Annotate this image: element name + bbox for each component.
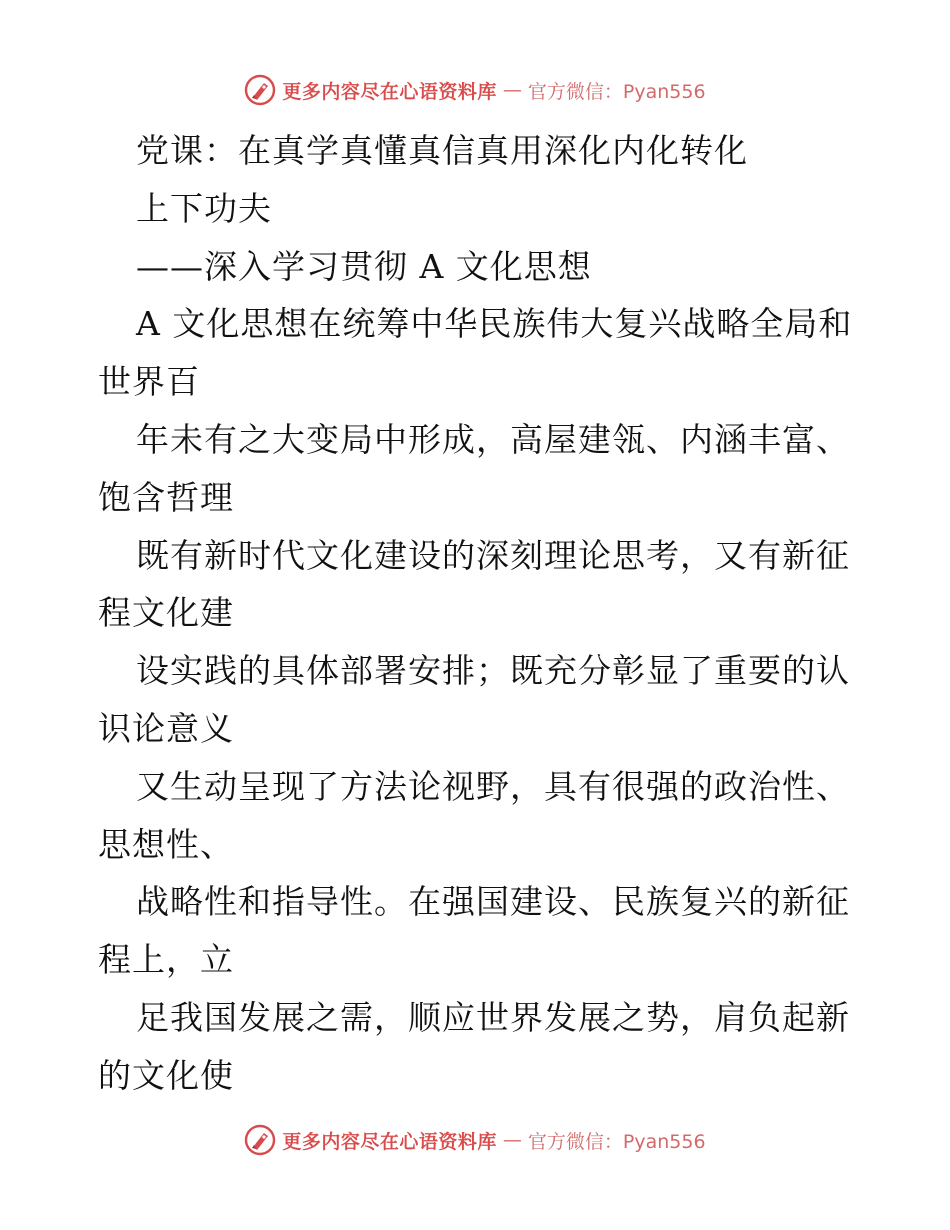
doc-title-line-1: 党课：在真学真懂真信真用深化内化转化: [136, 131, 748, 170]
doc-paragraph-line: 程上，立: [98, 940, 234, 980]
doc-paragraph-line: 足我国发展之需，顺应世界发展之势，肩负起新: [136, 997, 850, 1037]
doc-paragraph-line: 又生动呈现了方法论视野，具有很强的政治性、: [136, 766, 850, 806]
doc-paragraph-line: 设实践的具体部署安排；既充分彰显了重要的认: [136, 651, 850, 691]
pen-nib-logo-icon: [244, 1124, 276, 1156]
doc-paragraph-line: 饱含哲理: [98, 477, 234, 517]
doc-title-line-2: 上下功夫: [136, 188, 272, 228]
banner-wechat-text: 官方微信：Pyan556: [527, 80, 706, 103]
doc-paragraph-line: 世界百: [98, 362, 200, 402]
banner-brand-text: 更多内容尽在心语资料库: [282, 1130, 497, 1153]
header-watermark-banner: [0, 70, 950, 110]
doc-subtitle: ——深入学习贯彻 A 文化思想: [136, 246, 592, 286]
footer-watermark-banner: [0, 1120, 950, 1160]
doc-paragraph-line: A 文化思想在统筹中华民族伟大复兴战略全局和: [136, 304, 853, 344]
banner-dash: —: [502, 1129, 522, 1151]
doc-paragraph-line: 程文化建: [98, 593, 234, 633]
doc-paragraph-line: 既有新时代文化建设的深刻理论思考，又有新征: [136, 535, 850, 575]
doc-paragraph-line: 战略性和指导性。在强国建设、民族复兴的新征: [136, 882, 850, 922]
banner-brand-text: 更多内容尽在心语资料库: [282, 80, 497, 103]
banner-wechat-text: 官方微信：Pyan556: [527, 1130, 706, 1153]
banner-dash: —: [502, 79, 522, 101]
doc-paragraph-line: 思想性、: [98, 824, 234, 864]
pen-nib-logo-icon: [244, 74, 276, 106]
doc-paragraph-line: 年未有之大变局中形成，高屋建瓴、内涵丰富、: [136, 419, 850, 459]
document-body: [98, 122, 858, 1105]
doc-paragraph-line: 的文化使: [98, 1055, 234, 1095]
doc-paragraph-line: 识论意义: [98, 708, 234, 748]
